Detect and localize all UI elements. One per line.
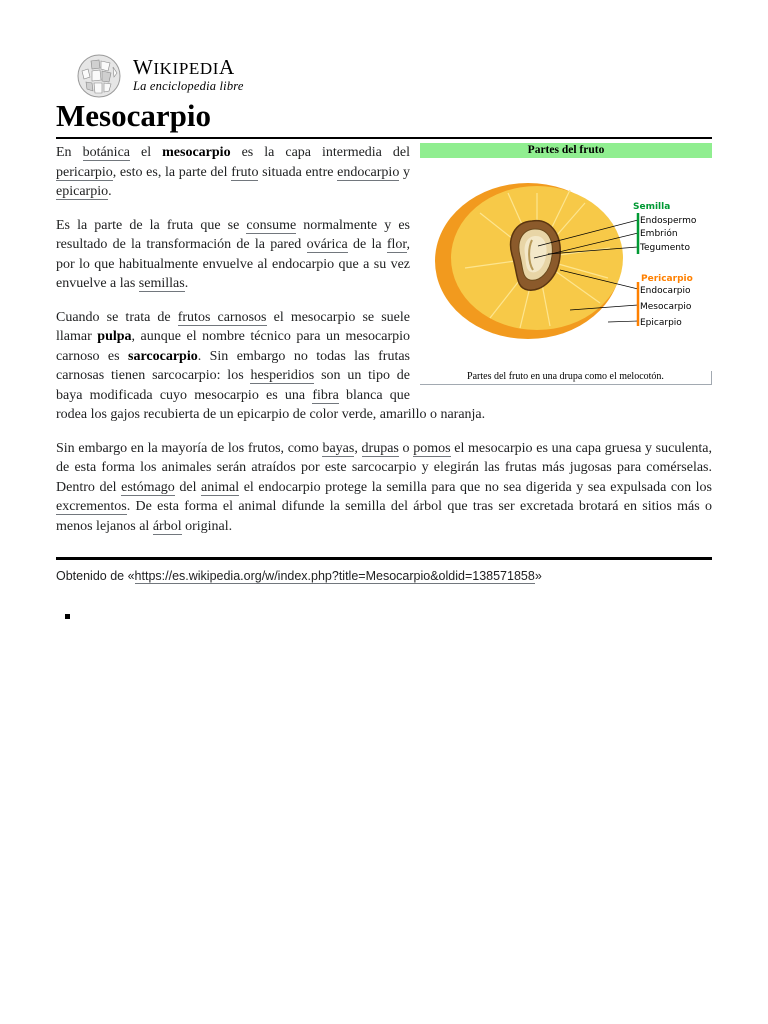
- link-fruto[interactable]: fruto: [231, 164, 259, 180]
- paragraph-2: Es la parte de la fruta que se consume normalmente y es resultado de la transformación de la pared ovárica de la flor, por lo que habitualmente envuelve al endocarpio que a su vez envuelve a las semillas.: [56, 217, 410, 291]
- endocarp-label: Endocarpio: [640, 286, 691, 296]
- retrieved-from: Obtenido de «https://es.wikipedia.org/w/index.php?title=Mesocarpio&oldid=138571858»: [56, 569, 542, 583]
- term-sarcocarpio: sarcocarpio: [128, 348, 198, 364]
- link-ovarica[interactable]: ovárica: [306, 237, 348, 252]
- link-pericarpio[interactable]: pericarpio: [56, 164, 113, 180]
- epicarp-label: Epicarpio: [640, 318, 682, 328]
- link-flor[interactable]: flor: [386, 237, 407, 252]
- embryo-label: Embrión: [640, 229, 678, 239]
- mesocarp-label: Mesocarpio: [640, 302, 692, 312]
- link-pomos[interactable]: pomos: [413, 440, 451, 456]
- link-semillas[interactable]: semillas: [138, 276, 185, 291]
- term-mesocarpio: mesocarpio: [162, 145, 231, 160]
- pericarp-group-label: Pericarpio: [641, 274, 693, 284]
- fruit-diagram[interactable]: [420, 158, 712, 371]
- link-hesperidios[interactable]: hesperidios: [250, 368, 315, 383]
- paragraph-4: Sin embargo en la mayoría de los frutos, como bayas, drupas o pomos el mesocarpio es una capa gruesa y suculenta, de esta forma los animales serán atraídos por este sarcocarpio y elegirán las frutas más jugosas para comérselas. Dentro del estómago del animal el endocarpio protege la semilla para que no sea digerida y sea expulsada con los excrementos. De esta forma el animal difunde la semilla del árbol que tras ser excretada brotará en sitios más o menos lejanos al árbol original.: [56, 440, 713, 534]
- link-bayas[interactable]: bayas: [322, 440, 355, 456]
- list-bullet: [65, 614, 70, 619]
- term-pulpa: pulpa: [97, 329, 132, 344]
- site-tagline: La enciclopedia libre: [133, 79, 244, 93]
- link-botanica[interactable]: botánica: [82, 145, 130, 160]
- site-header: [74, 53, 274, 99]
- infobox-title: Partes del fruto: [420, 143, 712, 158]
- link-arbol[interactable]: árbol: [152, 518, 182, 534]
- link-fibra[interactable]: fibra: [312, 387, 339, 403]
- endosperm-label: Endospermo: [640, 216, 697, 226]
- link-estomago[interactable]: estómago: [121, 479, 175, 495]
- footer-divider: [56, 557, 712, 560]
- link-endocarpio[interactable]: endocarpio: [337, 164, 400, 180]
- link-excrementos[interactable]: excrementos: [56, 499, 127, 514]
- link-epicarpio[interactable]: epicarpio: [56, 184, 109, 199]
- link-animal[interactable]: animal: [201, 479, 240, 495]
- paragraph-3: Cuando se trata de frutos carnosos el mesocarpio se suele llamar pulpa, aunque el nombre técnico para un mesocarpio carnoso es sarcocarpio. Sin embargo no todas las frutas carnosas tienen sarcocarpio: los hesperidios son un tipo de baya modificada cuyo mesocarpio es una fibra blanca que rodea los gajos recubierta de un epicarpio de color verde, amarillo o naranja.: [56, 309, 486, 422]
- infobox: [420, 143, 712, 385]
- drupe-diagram-svg: [420, 158, 712, 371]
- infobox-caption: Partes del fruto en una drupa como el melocotón.: [420, 371, 712, 385]
- link-drupas[interactable]: drupas: [361, 440, 399, 456]
- page-title: Mesocarpio: [56, 97, 712, 139]
- permanent-link[interactable]: https://es.wikipedia.org/w/index.php?title=Mesocarpio&oldid=138571858: [134, 569, 535, 583]
- seed-group-label: Semilla: [633, 202, 671, 212]
- wikipedia-globe-logo[interactable]: [74, 53, 124, 99]
- link-frutos-carnosos[interactable]: frutos carnosos: [177, 309, 267, 325]
- article-body: [56, 143, 712, 550]
- paragraph-1: En botánica el mesocarpio es la capa intermedia del pericarpio, esto es, la parte del fruto situada entre endocarpio y epicarpio.: [56, 145, 411, 199]
- seed-coat-label: Tegumento: [640, 243, 690, 253]
- wikipedia-wordmark[interactable]: WIKIPEDIA: [133, 55, 235, 79]
- link-consume[interactable]: consume: [246, 217, 297, 233]
